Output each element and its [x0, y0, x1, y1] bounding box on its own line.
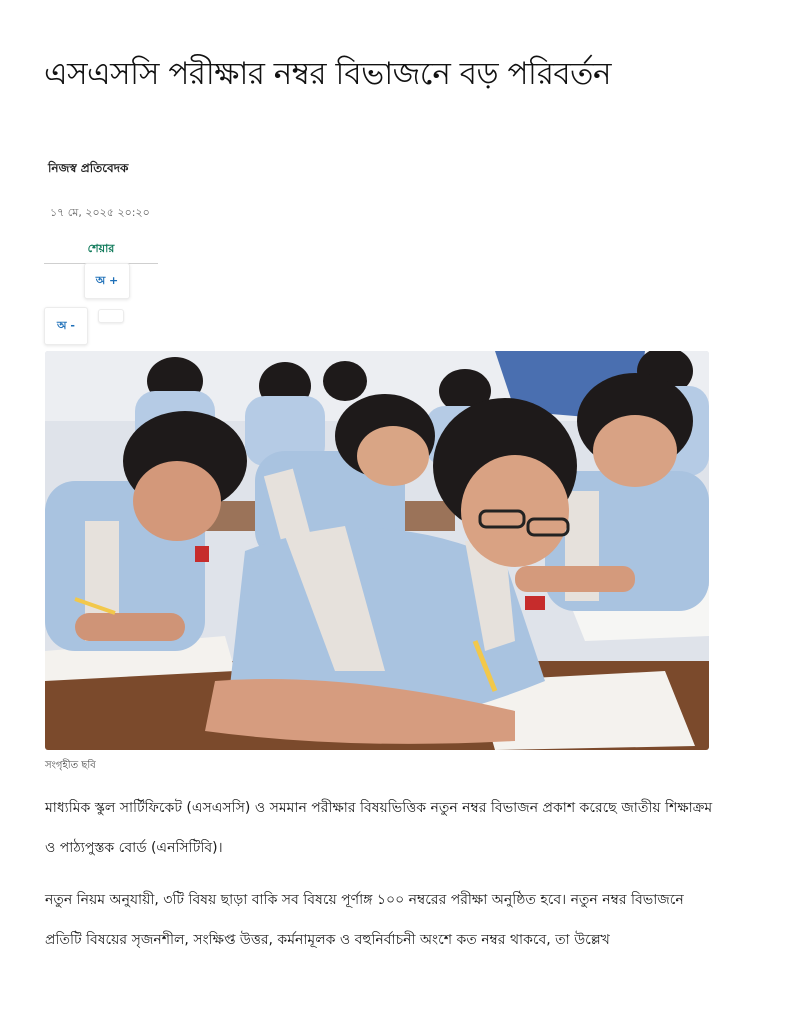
article-paragraph: নতুন নিয়ম অনুযায়ী, ৩টি বিষয় ছাড়া বাকি সব বিষয়ে পূর্ণাঙ্গ ১০০ নম্বরের পরীক্ষা অনুষ্ঠিত হবে। নতুন নম্বর বিভাজনে প্রতিটি বিষয়ের সৃজনশীল, সংক্ষিপ্ত উত্তর, কর্মনামূলক ও বহুনির্বাচনী অংশে কত নম্বর থাকবে, তা উল্লেখ — [45, 892, 684, 948]
article-paragraph: মাধ্যমিক স্কুল সার্টিফিকেট (এসএসসি) ও সমমান পরীক্ষার বিষয়ভিত্তিক নতুন নম্বর বিভাজন প্রকাশ করেছে জাতীয় শিক্ষাক্রম ও পাঠ্যপুস্তক বোর্ড (এনসিটিবি)। — [45, 800, 713, 856]
publish-date: ১৭ মে, ২০২৫ ২০:২০ — [50, 206, 150, 219]
share-button[interactable]: শেয়ার — [44, 240, 158, 264]
font-reset-button[interactable] — [98, 309, 124, 323]
font-decrease-button[interactable]: অ - — [44, 307, 88, 345]
image-caption: সংগৃহীত ছবি — [45, 760, 96, 771]
article-headline: এসএসসি পরীক্ষার নম্বর বিভাজনে বড় পরিবর্তন — [44, 56, 611, 92]
exam-hall-illustration — [45, 351, 709, 750]
font-increase-button[interactable]: অ + — [84, 263, 130, 299]
article-photo — [45, 351, 709, 750]
author-name[interactable]: নিজস্ব প্রতিবেদক — [48, 161, 129, 175]
